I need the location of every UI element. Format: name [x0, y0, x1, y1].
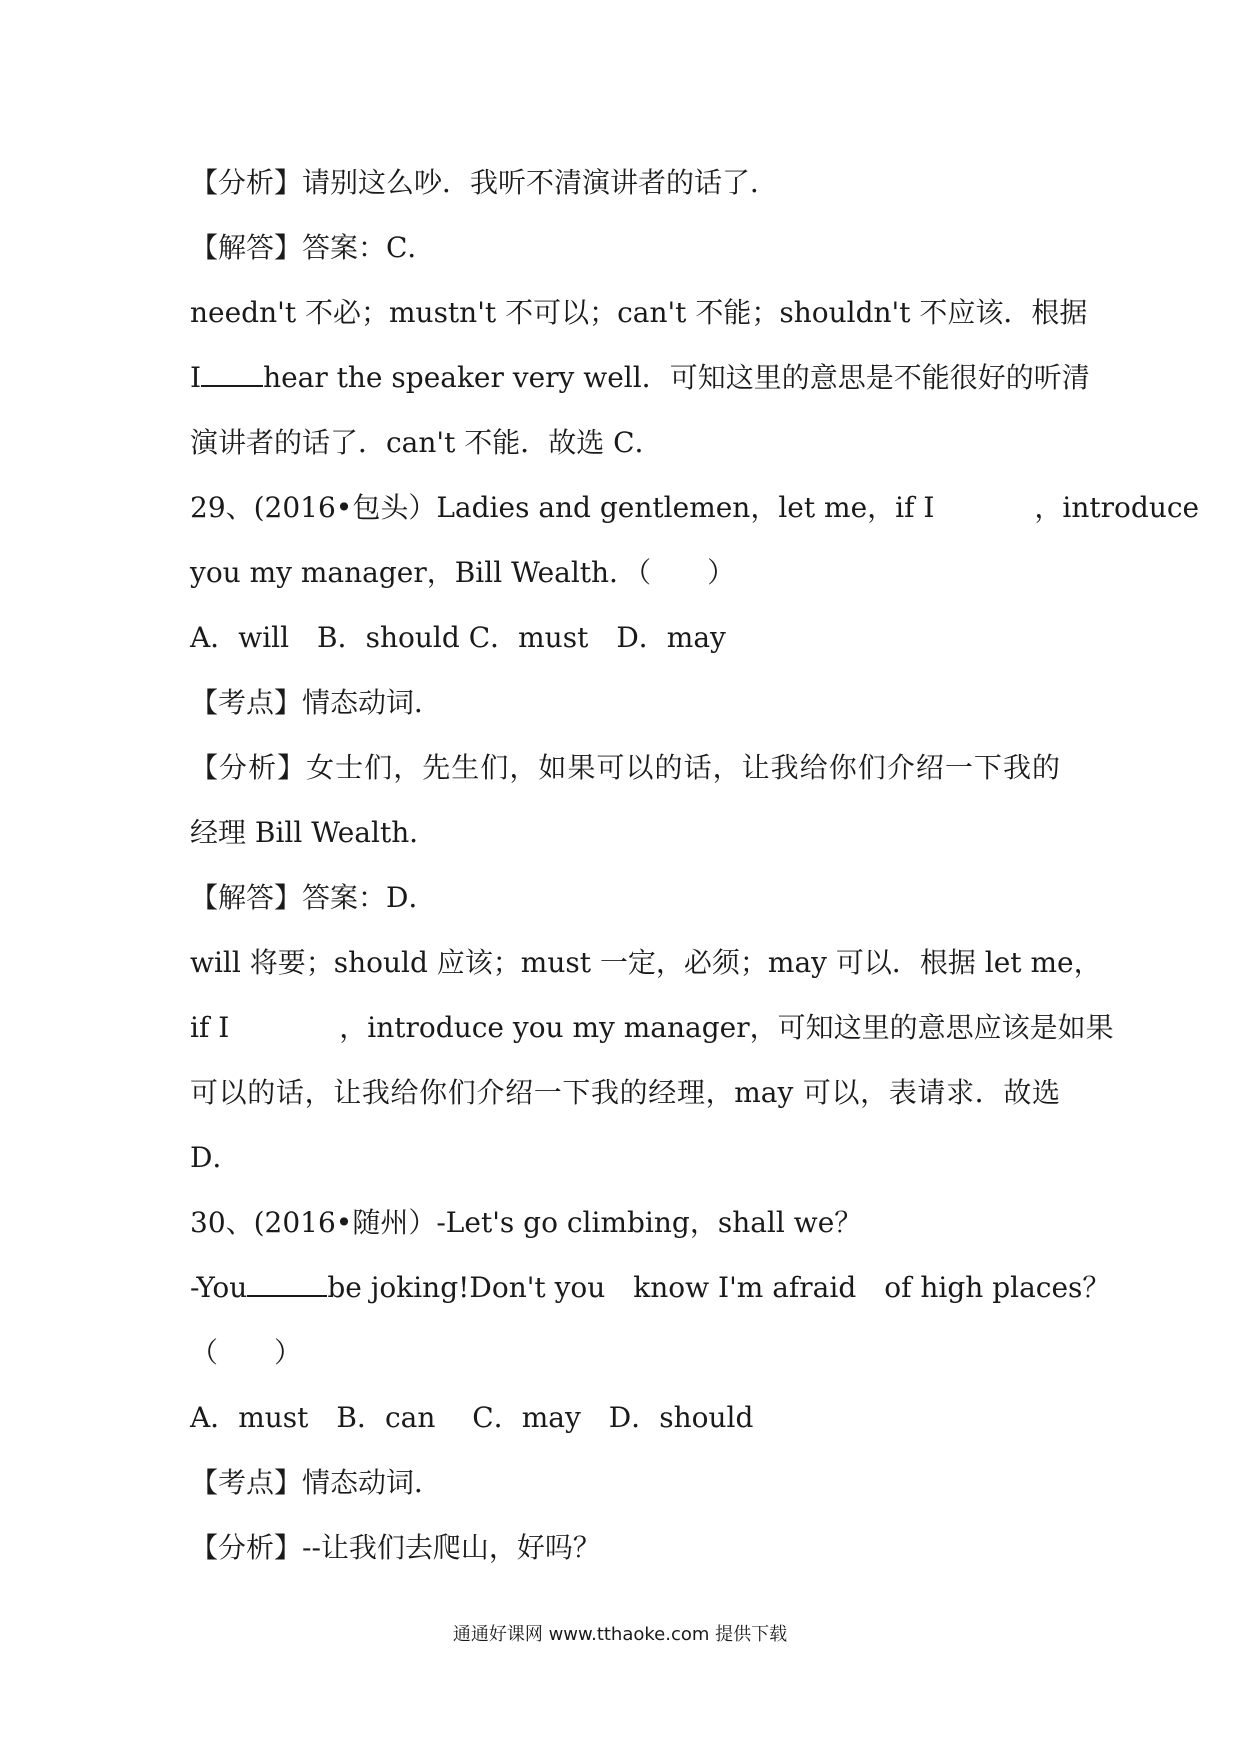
q29-stem-start: 29、(2016•包头）Ladies and gentlemen，let me，if I [190, 491, 935, 524]
q28-explain-line-1: needn't 不必；mustn't 不可以；can't 不能；shouldn't 不应该．根据 [190, 296, 1088, 329]
page-footer: 通通好课网 www.tthaoke.com 提供下载 [452, 1624, 788, 1645]
q29-explain-subject: if I [190, 1011, 230, 1044]
q29-explain-line-2 [190, 995, 1114, 1060]
q29-stem-end: ，introduce [1034, 491, 1200, 524]
q30-analysis: 【分析】--让我们去爬山，好吗？ [190, 1531, 601, 1564]
q29-answer: 【解答】答案：D． [190, 881, 437, 914]
q30-stem-line-2 [190, 1255, 1111, 1320]
q29-analysis-line-2: 经理 Bill Wealth． [190, 816, 438, 849]
q30-point: 【考点】情态动词． [190, 1466, 443, 1499]
q29-explain-line-1: will 将要；should 应该；must 一定，必须；may 可以．根据 let me， [190, 946, 1102, 979]
q30-stem-subject: -You [190, 1271, 248, 1304]
q30-stem-rest: be joking!Don't you know I'm afraid of high places？ [327, 1271, 1111, 1304]
q29-options: A．will B．should C．must D．may [190, 621, 726, 654]
q28-explain-rest: hear the speaker very well．可知这里的意思是不能很好的听清 [263, 361, 1090, 394]
q28-explain-line-2 [190, 345, 1090, 410]
q29-analysis-line-1: 【分析】女士们，先生们，如果可以的话，让我给你们介绍一下我的 [190, 751, 1060, 784]
q28-answer: 【解答】答案：C． [190, 231, 436, 264]
document-body [190, 150, 1200, 1580]
q28-explain-subject: I [190, 361, 202, 394]
q30-stem-line-3: （ ） [190, 1336, 303, 1369]
q30-options: A．must B．can C．may D．should [190, 1401, 754, 1434]
q29-explain-line-3: 可以的话，让我给你们介绍一下我的经理，may 可以，表请求．故选 [190, 1076, 1060, 1109]
q28-analysis: 【分析】请别这么吵．我听不清演讲者的话了． [190, 166, 779, 199]
q29-stem-line-1 [190, 475, 1200, 540]
q29-point: 【考点】情态动词． [190, 686, 443, 719]
q30-blank [247, 1294, 327, 1297]
q29-stem-line-2: you my manager，Bill Wealth．（ ） [190, 556, 736, 589]
q30-stem-line-1: 30、(2016•随州）-Let's go climbing，shall we？ [190, 1206, 863, 1239]
q29-explain-line-4: D． [190, 1141, 241, 1174]
q29-explain-rest: ，introduce you my manager，可知这里的意思应该是如果 [339, 1011, 1114, 1044]
q28-blank [201, 384, 263, 387]
q28-explain-line-3: 演讲者的话了．can't 不能．故选 C． [190, 426, 663, 459]
